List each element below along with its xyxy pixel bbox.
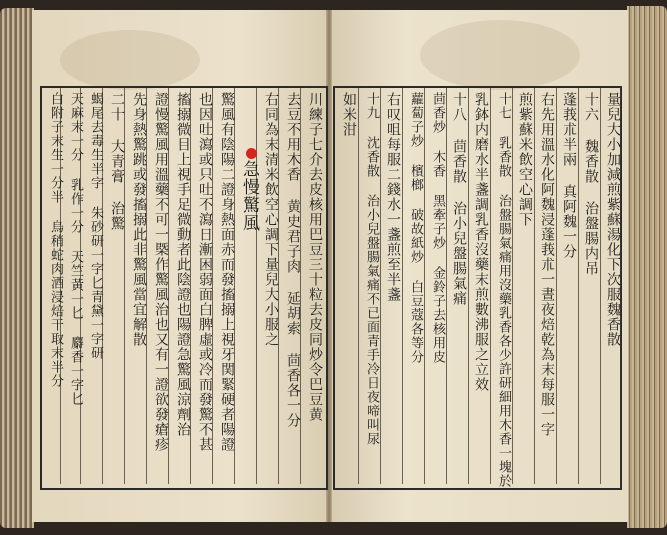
text-column: 川練子七介去皮核用巴豆三十粒去皮同炒令巴豆黄 [307,92,323,422]
red-seal-dot [246,148,257,159]
text-column: 乳鉢内磨水半盞調乳香沒藥末煎數沸服之立效 [473,92,489,392]
text-column: 量兒大小加減煎紫蘇湯化下次服魏香散 [605,92,621,347]
recipe-title: 十七 乳香散 治盤腸氣痛用沒藥乳香各少許研細用木香一塊於 [496,92,511,488]
text-column: 茴香炒 木香 黑牽子炒 金鈴子去核用皮 [430,92,445,364]
text-column: 先身熱驚跳或發搐搦此非驚風當宜解散 [131,92,147,347]
text-column: 白附子末生一分半 烏稍蛇肉酒浸焙干取末半分 [48,92,63,388]
text-column: 搐搦微目上視手足微動者此陰證也陽證急驚風涼劑治 [175,92,191,437]
recipe-title: 十八 茴香散 治小兒盤腸氣痛 [451,92,467,306]
text-column: 如米泔 [341,92,357,137]
text-column: 右同為末清米飲空心調下量兒大小服之 [263,92,279,347]
text-column: 蘿蔔子炒 檳榔 破故紙炒 白豆蔻各等分 [408,92,423,364]
text-column: 右叹咀每服二錢水一盞煎至半盞 [385,92,401,302]
paper-stain [420,20,580,90]
text-column: 也因吐瀉或只吐不瀉日漸困弱面白脾虛或冷而發驚不甚 [197,92,213,452]
recipe-title: 二十 大青膏 治驚 [109,92,125,231]
text-column: 證慢驚風用溫藥不可一槩作驚風治也又有一證欲發瘡疹 [153,92,169,452]
paper-stain [60,30,200,90]
text-column: 去豆不用木香 黄史君子肉 延胡索 茴香各一分 [285,92,301,428]
text-column: 蝎尾去毒生半字 朱砂研一字匕青黛一字研 [88,92,103,360]
section-heading: 急慢驚風 [239,160,259,232]
text-column: 驚風有陰陽二證身熱面赤而發搐搦上視牙関緊硬者陽證 [219,92,235,452]
text-column: 煎紫蘇米飲空心調下 [517,92,533,227]
text-column: 蓬莪朮半兩 真阿魏一分 [561,92,577,259]
text-column: 天麻末一分 乳作一分 天竺黃一匕 麝香一字匕 [68,92,83,406]
recipe-title: 十九 沈香散 治小兒盤腸氣痛不已面青手冷日夜啼叫尿 [364,92,379,446]
text-column: 右先用溫水化阿魏浸蓬莪朮一晝夜焙乾為末每服一字 [539,92,555,437]
right-page-stack [627,6,667,528]
left-page-stack [0,8,34,528]
recipe-title: 十六 魏香散 治盤腸内吊 [583,92,599,276]
